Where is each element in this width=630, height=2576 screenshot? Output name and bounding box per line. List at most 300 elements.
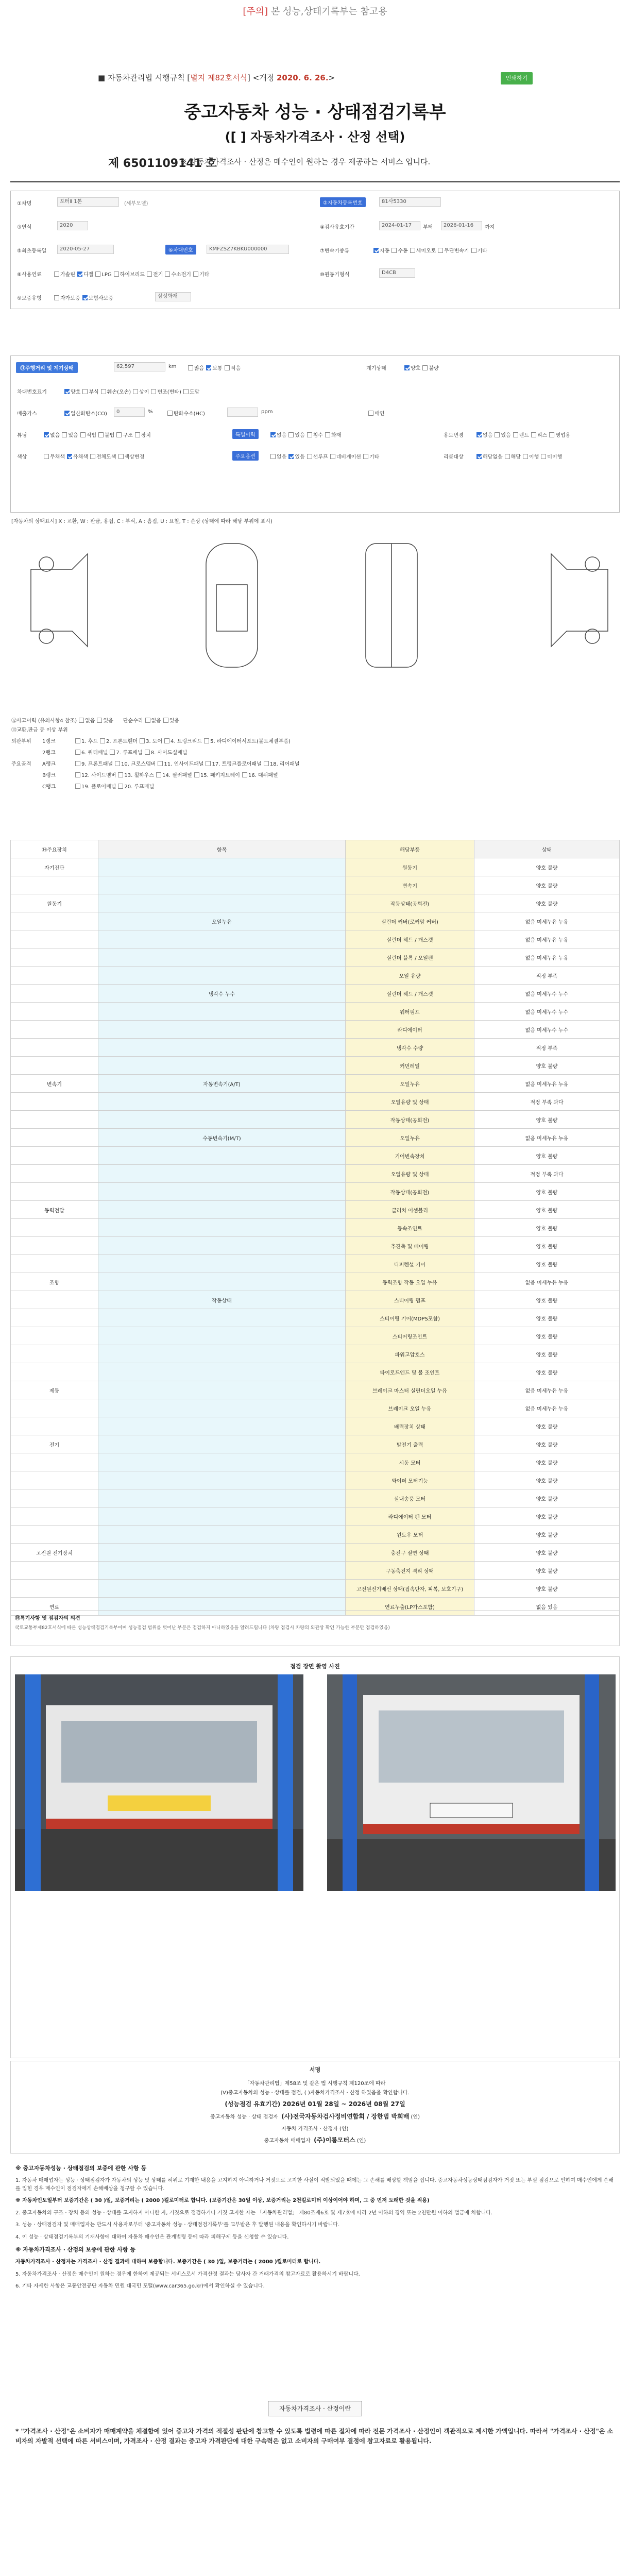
table-row [11, 1111, 620, 1129]
vin-label: ⑥차대번호 [165, 245, 196, 255]
main-device-cell [11, 1219, 98, 1237]
divider [10, 181, 620, 182]
state-cell[interactable]: 양호 불량 [474, 1309, 620, 1327]
checkbox[interactable] [145, 718, 150, 723]
table-row [11, 1526, 620, 1544]
outer1-options [73, 737, 291, 744]
sign-line-2: (Ⅴ)중고자동차의 성능 · 상태를 점검, ( )자동차가격조사 · 산정 하였음을 확인합니다. [220, 2090, 410, 2096]
item-cell [98, 1183, 346, 1201]
color-opt: 색상변경 [124, 454, 145, 460]
state-cell[interactable]: 양호 불량 [474, 1453, 620, 1471]
state-cell[interactable]: 양호 불량 [474, 1544, 620, 1562]
part-opt: 19. 플로어패널 [81, 784, 116, 790]
header-cell: 상태 [474, 840, 620, 858]
detail-cell: 기어변속장치 [346, 1147, 474, 1165]
state-cell[interactable]: 양호 불량 [474, 1435, 620, 1453]
checkbox[interactable] [373, 248, 379, 253]
state-cell[interactable]: 적정 부족 [474, 967, 620, 985]
checkbox[interactable] [325, 432, 330, 437]
table-row [11, 1327, 620, 1345]
item-cell [98, 1093, 346, 1111]
checkbox[interactable] [64, 389, 70, 394]
table-row [11, 1273, 620, 1291]
certificate-number: 제 6501109141 호 [108, 157, 217, 170]
car-name-detail: (세부모델) [124, 201, 148, 207]
main-device-cell [11, 1562, 98, 1580]
state-cell[interactable]: 양호 불량 [474, 1507, 620, 1526]
fuel-label: ⑧사용연료 [17, 272, 42, 278]
table-row [11, 1255, 620, 1273]
checkbox[interactable] [188, 365, 193, 370]
usage-opt: 렌트 [519, 433, 529, 438]
checkbox[interactable] [531, 432, 536, 437]
fuel-opt: 가솔린 [60, 272, 75, 278]
state-cell[interactable]: 양호 불량 [474, 1201, 620, 1219]
table-row [11, 1021, 620, 1039]
motor-field[interactable]: D4CB [379, 268, 415, 278]
tuning-opt: 구조 [123, 433, 133, 438]
checkbox[interactable] [147, 272, 152, 277]
state-cell[interactable]: 양호 불량 [474, 1327, 620, 1345]
checkbox[interactable] [75, 772, 80, 777]
main-device-cell [11, 1580, 98, 1598]
state-cell[interactable]: 양호 불량 [474, 1147, 620, 1165]
vin-field[interactable]: KMFZSZ7KBKU000000 [207, 245, 289, 254]
inspector-label: 중고자동차 성능 · 상태 점검자 [210, 2114, 278, 2120]
checkbox[interactable] [206, 761, 211, 766]
state-cell[interactable]: 양호 불량 [474, 858, 620, 876]
checkbox[interactable] [206, 365, 211, 370]
checkbox[interactable] [549, 432, 554, 437]
item-cell [98, 1471, 346, 1489]
checkbox[interactable] [118, 784, 123, 789]
checkbox[interactable] [44, 432, 49, 437]
checkbox[interactable] [330, 454, 335, 459]
item-cell [98, 1273, 346, 1291]
detail-cell: 작동상태(공회전) [346, 894, 474, 912]
checkbox[interactable] [513, 432, 518, 437]
rank2-label: 2랭크 [42, 750, 56, 756]
warranty-field[interactable]: 삼성화재 [155, 292, 191, 301]
option-opt: 있음 [295, 454, 305, 460]
main-device-cell: 전기 [11, 1435, 98, 1453]
main-device-cell [11, 930, 98, 948]
inspect-from-field[interactable]: 2024-01-17 [379, 221, 420, 230]
exhaust-ppm: ppm [261, 409, 273, 415]
main-device-cell [11, 1057, 98, 1075]
reg-no-field[interactable]: 81사5330 [379, 197, 441, 207]
state-cell[interactable]: 없음 미세누수 누수 [474, 985, 620, 1003]
checkbox[interactable] [101, 389, 106, 394]
checkbox[interactable] [140, 738, 145, 743]
table-row [11, 1183, 620, 1201]
exhaust-label: 배출가스 [17, 411, 37, 417]
price-line: 자동차 가격조사 · 산정자 [281, 2126, 338, 2132]
checkbox[interactable] [438, 248, 443, 253]
checkbox[interactable] [495, 432, 500, 437]
note-paragraph: 3. 성능 · 상태점검자 및 매매업자는 반드시 사용자로부터 '중고자동차 성능 · 상태점검기록부'를 교부받은 후 발행된 내용을 확인하시기 바랍니다. [15, 2222, 340, 2228]
state-cell[interactable]: 없음 있음 [474, 1598, 620, 1616]
detail-cell: 원동기 [346, 858, 474, 876]
mileage-opt: 보통 [212, 366, 223, 371]
special-notes-box [10, 1610, 620, 1646]
detail-cell: 발전기 출력 [346, 1435, 474, 1453]
state-cell[interactable]: 양호 불량 [474, 1111, 620, 1129]
table-row [11, 1435, 620, 1453]
exhaust-co-field[interactable]: 0 [114, 408, 145, 417]
detail-cell: 실린더 헤드 / 개스켓 [346, 985, 474, 1003]
checkbox[interactable] [183, 389, 189, 394]
detail-cell: 디퍼렌셜 기어 [346, 1255, 474, 1273]
checkbox[interactable] [80, 432, 86, 437]
detail-cell: 오일유량 및 상태 [346, 1093, 474, 1111]
part-opt: 6. 쿼터패널 [81, 750, 108, 756]
state-cell[interactable]: 양호 불량 [474, 1237, 620, 1255]
trans-opt: 자동 [380, 248, 390, 254]
item-cell [98, 1435, 346, 1453]
main-device-cell [11, 1237, 98, 1255]
year-field[interactable]: 2020 [57, 221, 88, 230]
checkbox[interactable] [164, 738, 169, 743]
seller-label: 중고자동차 매매업자 [264, 2138, 311, 2144]
checkbox[interactable] [194, 772, 199, 777]
car-side-left [31, 554, 88, 647]
mileage-opt: 많음 [194, 366, 205, 371]
checkbox[interactable] [54, 272, 59, 277]
state-cell[interactable]: 없음 미세누유 누유 [474, 1129, 620, 1147]
usage-opt: 있음 [501, 433, 511, 438]
header-cell: 해당부품 [346, 840, 474, 858]
basic-info-form [10, 191, 620, 309]
checkbox[interactable] [270, 432, 276, 437]
gauge-label: 계기상태 [366, 366, 386, 371]
checkbox[interactable] [541, 454, 546, 459]
state-cell[interactable]: 없음 미세누유 누유 [474, 948, 620, 967]
detail-cell: 동력조향 작동 오일 누유 [346, 1273, 474, 1291]
checkbox[interactable] [242, 772, 247, 777]
state-cell[interactable]: 없음 미세누유 누유 [474, 912, 620, 930]
detail-cell: 오일 유량 [346, 967, 474, 985]
checkbox[interactable] [225, 365, 230, 370]
usage-label: 용도변경 [444, 433, 464, 438]
checkbox[interactable] [471, 248, 476, 253]
fuel-options [52, 270, 209, 278]
seller-seal: (인) [356, 2138, 366, 2144]
checkbox[interactable] [77, 272, 82, 277]
part-opt: 8. 사이드실패널 [150, 750, 188, 756]
rankA-label: A랭크 [42, 761, 56, 767]
state-cell[interactable]: 양호 불량 [474, 1526, 620, 1544]
checkbox[interactable] [118, 772, 123, 777]
checkbox[interactable] [90, 454, 95, 459]
first-reg-field[interactable]: 2020-05-27 [57, 245, 114, 254]
price-info-button[interactable]: 자동차가격조사 · 산정이란 [268, 2401, 362, 2416]
state-cell[interactable]: 양호 불량 [474, 1580, 620, 1598]
checkbox[interactable] [204, 738, 209, 743]
state-cell[interactable]: 양호 불량 [474, 1417, 620, 1435]
table-row [11, 1075, 620, 1093]
state-cell[interactable]: 양호 불량 [474, 894, 620, 912]
checkbox[interactable] [523, 454, 528, 459]
header-cell: 항목 [98, 840, 346, 858]
table-row [11, 948, 620, 967]
exhaust-hc-field[interactable] [227, 408, 258, 417]
page-subtitle: ([ ] 자동차가격조사 · 산정 선택) [225, 130, 405, 144]
item-cell [98, 1580, 346, 1598]
gauge-opt: 양호 [411, 366, 421, 371]
table-row [11, 1507, 620, 1526]
checkbox[interactable] [98, 432, 104, 437]
note-paragraph: 2. 중고자동차의 구조 · 장치 등의 성능 · 상태를 고지하지 아니한 자, 거짓으로 점검하거나 거짓 고지한 자는 「자동차관리법」 제80조제6호 및 제7호에 따라 2년 이하의 징역 또는 2천만원 이하의 벌금에 처합니다. [15, 2210, 493, 2216]
main-device-cell: 자기진단 [11, 858, 98, 876]
checkbox[interactable] [158, 761, 163, 766]
warranty-opt: 보험사보증 [88, 296, 113, 301]
checkbox[interactable] [44, 454, 49, 459]
detail-cell: 커먼레일 [346, 1057, 474, 1075]
table-row [11, 1093, 620, 1111]
special-opt: 있음 [295, 433, 305, 438]
color-options [42, 452, 144, 460]
accident-label: ⑫사고이력 (유의사항4 참조) [11, 718, 77, 724]
checkbox[interactable] [110, 750, 115, 755]
item-cell [98, 1489, 346, 1507]
state-cell[interactable]: 없음 미세누유 누유 [474, 1399, 620, 1417]
main-device-cell [11, 1345, 98, 1363]
checkbox[interactable] [75, 784, 80, 789]
state-cell[interactable]: 적정 부족 과다 [474, 1093, 620, 1111]
item-cell [98, 1147, 346, 1165]
main-device-cell [11, 876, 98, 894]
table-row [11, 1309, 620, 1327]
state-cell[interactable]: 적정 부족 [474, 1039, 620, 1057]
table-row [11, 1580, 620, 1598]
detail-cell: 시동 모터 [346, 1453, 474, 1471]
checkbox[interactable] [62, 432, 67, 437]
state-cell[interactable]: 양호 불량 [474, 1183, 620, 1201]
checkbox[interactable] [307, 454, 312, 459]
tuning-opt: 장치 [141, 433, 151, 438]
certificate-note: ※ 자동차가격조사 · 산정은 매수인이 원하는 경우 제공하는 서비스 입니다. [180, 157, 431, 166]
law-date: 2020. 6. 26. [276, 73, 329, 82]
main-device-cell [11, 1526, 98, 1544]
state-cell[interactable]: 양호 불량 [474, 1363, 620, 1381]
item-cell [98, 1219, 346, 1237]
rankB-label: B랭크 [42, 773, 56, 778]
state-cell[interactable]: 양호 불량 [474, 1489, 620, 1507]
checkbox[interactable] [193, 272, 198, 277]
main-device-cell [11, 1003, 98, 1021]
table-row [11, 1219, 620, 1237]
main-device-cell: 동력전달 [11, 1201, 98, 1219]
inspection-photo-front [15, 1674, 303, 1891]
main-device-cell [11, 1093, 98, 1111]
state-cell[interactable]: 없음 미세누유 누유 [474, 1381, 620, 1399]
checkbox[interactable] [75, 738, 80, 743]
checkbox[interactable] [64, 411, 70, 416]
state-cell[interactable]: 양호 불량 [474, 1562, 620, 1580]
checkbox[interactable] [363, 454, 368, 459]
seller-row [11, 2136, 619, 2144]
item-cell [98, 876, 346, 894]
diagram-title: [자동차의 상태표시] X : 교환, W : 판금, 용접, C : 부식, A : 흠집, U : 요철, T : 손상 (상태에 따라 해당 부위에 표시) [11, 519, 273, 524]
checkbox[interactable] [156, 772, 161, 777]
inspect-tilde: 부터 [423, 225, 433, 230]
print-button[interactable]: 인쇄하기 [501, 72, 533, 84]
special-opt: 없음 [277, 433, 287, 438]
state-cell[interactable]: 양호 불량 [474, 1471, 620, 1489]
state-cell[interactable]: 양호 불량 [474, 1219, 620, 1237]
detail-cell: 클러치 어셈블리 [346, 1201, 474, 1219]
item-cell [98, 1237, 346, 1255]
garage-lift-image [327, 1674, 616, 1891]
table-row [11, 1381, 620, 1399]
inspector-seal: (인) [411, 2114, 420, 2120]
checkbox[interactable] [116, 432, 122, 437]
detail-cell: 실린더 블록 / 오일팬 [346, 948, 474, 967]
checkbox[interactable] [135, 432, 140, 437]
checkbox[interactable] [505, 454, 510, 459]
detail-cell: 등속조인트 [346, 1219, 474, 1237]
table-row [11, 1057, 620, 1075]
item-cell [98, 1003, 346, 1021]
motor-label: ⑩원동기형식 [320, 272, 350, 278]
checkbox[interactable] [422, 365, 428, 370]
checkbox[interactable] [79, 718, 84, 723]
checkbox[interactable] [163, 718, 168, 723]
state-cell[interactable]: 없음 미세누유 누유 [474, 1273, 620, 1291]
checkbox[interactable] [288, 432, 294, 437]
state-cell[interactable]: 없음 미세누수 누수 [474, 1021, 620, 1039]
vin-state-opt: 도말 [189, 389, 200, 395]
status-section [10, 355, 620, 513]
item-cell: 수동변속기(M/T) [98, 1129, 346, 1147]
item-cell [98, 1201, 346, 1219]
checkbox[interactable] [75, 750, 80, 755]
table-row [11, 930, 620, 948]
detail-cell: 워터펌프 [346, 1003, 474, 1021]
main-device-cell [11, 1471, 98, 1489]
detail-cell: 배력장치 상태 [346, 1417, 474, 1435]
checkbox[interactable] [476, 432, 482, 437]
checkbox[interactable] [270, 454, 276, 459]
item-cell: 오일누유 [98, 912, 346, 930]
detail-cell: 충전구 절연 상태 [346, 1544, 474, 1562]
state-cell[interactable]: 없음 미세누유 누유 [474, 1075, 620, 1093]
tuning-options [42, 431, 151, 438]
checkbox[interactable] [307, 432, 312, 437]
trans-options [371, 246, 487, 254]
table-row [11, 985, 620, 1003]
checkbox[interactable] [368, 411, 373, 416]
state-cell[interactable]: 없음 미세누수 누수 [474, 1003, 620, 1021]
car-name-label: ①차명 [17, 201, 32, 207]
checkbox[interactable] [264, 761, 269, 766]
recall-opt: 해당 [510, 454, 521, 460]
table-row [11, 894, 620, 912]
special-notes-text: 국토교통부제82호서식에 따른 성능상태점검기록부이며 성능점검 범위를 벗어난 부분은 점검하지 아니하였음을 알려드립니다 (차량 점검시 차량의 외관상 확인 가능한 부분만 점검하였음) [15, 1625, 390, 1631]
item-cell: 자동변속기(A/T) [98, 1075, 346, 1093]
main-device-cell [11, 1507, 98, 1526]
checkbox[interactable] [100, 738, 105, 743]
trans-label: ⑦변속기종류 [320, 248, 350, 254]
main-device-cell: 조향 [11, 1273, 98, 1291]
item-cell [98, 1255, 346, 1273]
table-row [11, 1471, 620, 1489]
checkbox[interactable] [404, 365, 410, 370]
notice-tag: [주의] [243, 6, 268, 17]
part-opt: 4. 트렁크리드 [171, 739, 202, 744]
checkbox[interactable] [145, 750, 150, 755]
inspect-label: ④검사유효기간 [320, 225, 354, 230]
state-cell[interactable]: 양호 불량 [474, 1255, 620, 1273]
inspector-name: (사)전국자동차검사정비연합회 / 장한범 박희배 [281, 2113, 410, 2120]
price-seal: (인) [339, 2126, 349, 2132]
checkbox[interactable] [54, 295, 59, 300]
fuel-opt: 하이브리드 [120, 272, 145, 278]
checkbox[interactable] [115, 761, 120, 766]
main-device-cell [11, 1453, 98, 1471]
mileage-field[interactable]: 62,597 [114, 362, 165, 371]
checkbox[interactable] [118, 454, 124, 459]
checkbox[interactable] [75, 761, 80, 766]
checkbox[interactable] [151, 389, 156, 394]
page-title: 중고자동차 성능 · 상태점검기록부 [184, 102, 446, 123]
part-opt: 14. 필러패널 [162, 773, 192, 778]
table-row [11, 1165, 620, 1183]
checkbox[interactable] [82, 295, 88, 300]
table-row [11, 1003, 620, 1021]
checkbox[interactable] [167, 411, 173, 416]
checkbox[interactable] [133, 389, 138, 394]
checkbox[interactable] [82, 389, 88, 394]
state-cell[interactable]: 없음 미세누유 누유 [474, 930, 620, 948]
part-opt: 13. 휠하우스 [124, 773, 155, 778]
inspect-to-field[interactable]: 2026-01-16 [441, 221, 482, 230]
state-cell[interactable]: 양호 불량 [474, 1345, 620, 1363]
main-device-cell: 원동기 [11, 894, 98, 912]
state-cell[interactable]: 양호 불량 [474, 876, 620, 894]
main-device-cell [11, 1147, 98, 1165]
detail-cell: 파워고압호스 [346, 1345, 474, 1363]
checkbox[interactable] [67, 454, 72, 459]
main-device-cell [11, 948, 98, 967]
year-label: ③연식 [17, 225, 32, 230]
checkbox[interactable] [391, 248, 397, 253]
checkbox[interactable] [165, 272, 170, 277]
detail-cell: 스티어링 펌프 [346, 1291, 474, 1309]
checkbox[interactable] [95, 272, 100, 277]
checkbox[interactable] [97, 718, 102, 723]
checkbox[interactable] [288, 454, 294, 459]
state-cell[interactable]: 적정 부족 과다 [474, 1165, 620, 1183]
note-paragraph: 4. 이 성능 · 상태점검기록부의 기재사항에 대하여 자동차 매수인은 관계법령 등에 따라 피해구제 등을 신청할 수 있습니다. [15, 2234, 289, 2240]
car-name-field[interactable]: 포터Ⅱ 1톤 [57, 197, 119, 207]
note-paragraph: 5. 자동차가격조사 · 산정은 매수인이 원하는 경우에 한하여 제공되는 서비스로서 가격산정 결과는 당사자 간 거래가격의 참고자료로 활용하시기 바랍니다. [15, 2271, 360, 2277]
part-opt: 5. 라디에이터서포트(볼트체결부품) [210, 739, 291, 744]
state-cell[interactable]: 양호 불량 [474, 1291, 620, 1309]
special-opt: 화재 [331, 433, 342, 438]
state-cell[interactable]: 양호 불량 [474, 1057, 620, 1075]
mileage-options [186, 364, 241, 371]
checkbox[interactable] [476, 454, 482, 459]
garage-lift-image [15, 1674, 303, 1891]
recall-label: 리콜대상 [444, 454, 464, 460]
color-opt: 전체도색 [96, 454, 116, 460]
checkbox[interactable] [114, 272, 119, 277]
notice-banner [0, 4, 630, 18]
main-device-cell: 변속기 [11, 1075, 98, 1093]
checkbox[interactable] [410, 248, 415, 253]
